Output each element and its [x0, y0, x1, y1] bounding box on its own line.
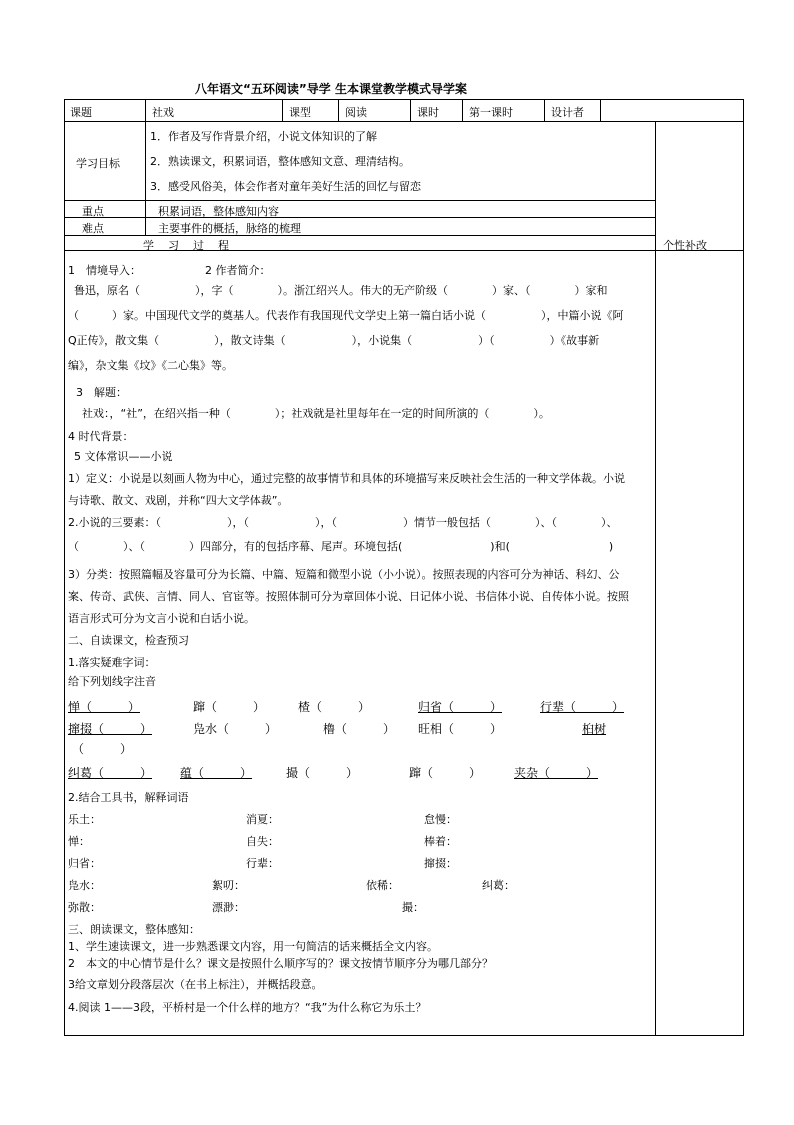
word-item: 乐土：	[68, 813, 101, 826]
key-point-label: 重点	[82, 205, 104, 218]
body-line: 2 本文的中心情节是什么？课文是按照什么顺序写的？课文按情节顺序分为哪几部分？	[68, 957, 493, 970]
body-line: 3 解题：	[76, 386, 127, 399]
body-line: 二、自读课文，检查预习	[68, 634, 189, 647]
body-line: 鲁迅，原名（ ），字（ ）。浙江绍兴人。伟大的无产阶级（ ）家、（ ）家和	[74, 284, 608, 297]
objectives-label: 学习目标	[76, 157, 120, 170]
label-type: 课型	[289, 106, 311, 119]
pinyin-item: 夹杂（ ）	[514, 766, 599, 780]
type-value: 阅读	[345, 106, 367, 119]
pinyin-item: 桕树	[582, 722, 607, 736]
pinyin-item: 凫水（ ）	[193, 722, 278, 736]
body-line: 2.小说的三要素：（ ），（ ），（ ）情节一般包括（ ）、（ ）、	[68, 516, 618, 529]
pinyin-item: 纠葛（ ）	[68, 766, 153, 780]
body-line: 4 时代背景：	[68, 430, 134, 443]
difficulty-label: 难点	[82, 222, 104, 235]
pinyin-item: 归省（ ）	[418, 700, 503, 714]
word-item: 弥散：	[68, 901, 101, 914]
body-line: 2.结合工具书，解释词语	[68, 791, 189, 804]
pinyin-item: 蹿（ ）	[409, 766, 482, 780]
body-line: 3给文章划分段落层次（在书上标注），并概括段意。	[68, 978, 323, 991]
word-item: 凫水：	[68, 879, 101, 892]
pinyin-item: 惮（ ）	[68, 700, 141, 714]
pinyin-item: （ ）	[72, 742, 133, 756]
body-line: （ ）家。中国现代文学的奠基人。代表作有我国现代文学史上第一篇白话小说（ ），中篇小说《阿	[68, 309, 624, 322]
word-item: 漂渺：	[212, 901, 245, 914]
objective-2: 2．熟读课文，积累词语，整体感知文意、理清结构。	[150, 155, 410, 168]
word-item: 惮：	[68, 835, 90, 848]
label-designer: 设计者	[551, 106, 584, 119]
author-intro-line: 2 作者简介：	[205, 264, 271, 277]
pinyin-item: 撺掇（ ）	[68, 722, 153, 736]
word-item: 消夏：	[246, 813, 279, 826]
body-line: Q正传》，散文集（ ），散文诗集（ ），小说集（ ）（ ）《故事新	[68, 334, 600, 347]
word-item: 行辈：	[246, 857, 279, 870]
pinyin-item: 橹（ ）	[323, 722, 396, 736]
body-line: 1、学生速读课文，进一步熟悉课文内容，用一句简洁的话来概括全文内容。	[68, 940, 438, 953]
objective-1: 1．作者及写作背景介绍，小说文体知识的了解	[150, 130, 377, 143]
body-line: （ ）、（ ）四部分，有的包括序幕、尾声。环境包括( )和( )	[68, 540, 614, 553]
label-topic: 课题	[70, 106, 92, 119]
body-line: 1）定义：小说是以刻画人物为中心，通过完整的故事情节和具体的环境描写来反映社会生活的一种文学体裁。小说	[68, 472, 625, 485]
pinyin-item: 撮（ ）	[286, 766, 359, 780]
body-line: 案、传奇、武侠、言情、同人、官宦等。按照体制可分为章回体小说、日记体小说、书信体小说、自传体小说。按照	[68, 590, 629, 603]
pinyin-item: 旺相（ ）	[418, 722, 503, 736]
period-value: 第一课时	[469, 106, 513, 119]
intro-line: 1 情境导入：	[68, 264, 141, 277]
body-line: 1.落实疑难字词：	[68, 656, 156, 669]
word-item: 依稀：	[366, 879, 399, 892]
word-item: 撺掇：	[424, 857, 457, 870]
key-point-text: 积累词语，整体感知内容	[158, 205, 279, 218]
page-title: 八年语文“五环阅读”导学 生本课堂教学模式导学案	[195, 82, 467, 96]
body-line: 与诗歌、散文、戏剧，并称“四大文学体裁”。	[68, 494, 289, 507]
word-item: 自失：	[246, 835, 279, 848]
word-item: 撮：	[402, 901, 424, 914]
body-line: 编》，杂文集《坟》《二心集》等。	[68, 359, 233, 372]
word-item: 棒着：	[424, 835, 457, 848]
difficulty-text: 主要事件的概括，脉络的梳理	[158, 222, 301, 235]
body-line: 3）分类：按照篇幅及容量可分为长篇、中篇、短篇和微型小说（小小说）。按照表现的内容可分为神话、科幻、公	[68, 568, 620, 581]
word-item: 怠慢：	[424, 813, 457, 826]
body-line: 社戏：，“社”，在绍兴指一种（ ）；社戏就是社里每年在一定的时间所演的（ ）。	[82, 407, 550, 420]
word-item: 纠葛：	[482, 879, 515, 892]
notes-header: 个性补改	[663, 239, 707, 252]
body-line: 给下列划线字注音	[68, 675, 156, 688]
label-period: 课时	[417, 106, 439, 119]
pinyin-item: 蹿（ ）	[193, 700, 266, 714]
body-line: 5 文体常识——小说	[74, 450, 173, 463]
word-item: 归省：	[68, 857, 101, 870]
objective-3: 3．感受风俗美，体会作者对童年美好生活的回忆与留恋	[150, 180, 421, 193]
topic-value: 社戏	[152, 106, 174, 119]
body-line: 三、朗读课文，整体感知：	[68, 923, 200, 936]
pinyin-item: 楂（ ）	[298, 700, 371, 714]
body-line: 语言形式可分为文言小说和白话小说。	[68, 612, 255, 625]
word-item: 絮叨：	[212, 879, 245, 892]
process-header: 学习过程	[143, 239, 243, 252]
body-line: 4.阅读 1——3段，平桥村是一个什么样的地方？“我”为什么称它为乐土？	[68, 1001, 427, 1014]
pinyin-item: 行辈（ ）	[540, 700, 625, 714]
pinyin-item: 蕴（ ）	[180, 766, 253, 780]
